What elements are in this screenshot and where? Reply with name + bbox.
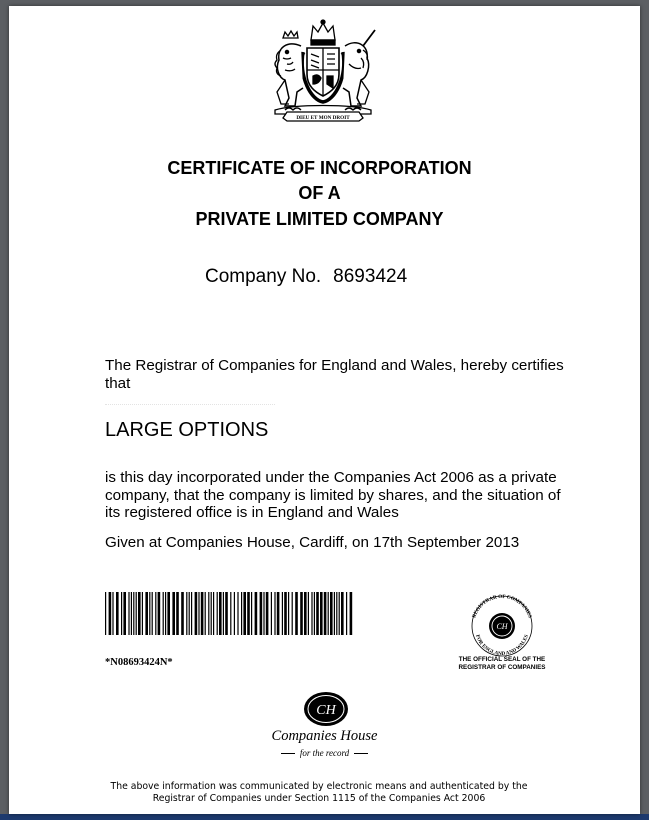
- barcode-bar: [211, 592, 212, 635]
- seal-caption: [449, 656, 555, 671]
- barcode-text: *N08693424N*: [105, 657, 173, 668]
- barcode-bar: [284, 592, 287, 635]
- tagline-rule-right: [354, 753, 368, 754]
- authentication-footer: [69, 781, 569, 805]
- barcode-bar: [339, 592, 340, 635]
- barcode-bar: [136, 592, 137, 635]
- barcode-bar: [311, 592, 312, 635]
- barcode-bar: [133, 592, 134, 635]
- barcode-bar: [277, 592, 280, 635]
- barcode-bar: [316, 592, 319, 635]
- seal-ring-text-bottom: FOR ENGLAND AND WALES: [474, 633, 530, 658]
- companies-house-monogram: CH: [316, 703, 336, 718]
- registrar-statement: The Registrar of Companies for England and Wales, hereby certifies that: [105, 357, 564, 392]
- barcode-bar: [271, 592, 272, 635]
- barcode-bar: [116, 592, 119, 635]
- barcode-bar: [213, 592, 214, 635]
- company-number-value: 8693424: [333, 266, 408, 287]
- companies-house-logo-icon: [303, 691, 349, 727]
- barcode-bar: [223, 592, 224, 635]
- barcode-bar: [288, 592, 289, 635]
- barcode-bar: [304, 592, 307, 635]
- barcode-bar: [142, 592, 143, 635]
- certificate-title-line2: OF A: [298, 183, 341, 203]
- barcode-bar: [138, 592, 141, 635]
- company-name: LARGE OPTIONS: [105, 419, 269, 441]
- barcode-bar: [149, 592, 150, 635]
- given-statement: Given at Companies House, Cardiff, on 17th September 2013: [105, 534, 520, 551]
- barcode-bar: [230, 592, 231, 635]
- barcode-bar: [247, 592, 250, 635]
- barcode-bar: [208, 592, 209, 635]
- barcode-bar: [205, 592, 206, 635]
- barcode-bar: [234, 592, 235, 635]
- barcode-bar: [314, 592, 315, 635]
- barcode-bar: [237, 592, 238, 635]
- barcode-bar: [260, 592, 263, 635]
- barcode-bar: [292, 592, 293, 635]
- footer-line1: The above information was communicated by electronic means and authenticated by the: [110, 781, 528, 792]
- barcode-bar: [217, 592, 218, 635]
- barcode-bar: [334, 592, 335, 635]
- barcode-bar: [328, 592, 329, 635]
- barcode-bar: [308, 592, 309, 635]
- barcode-bar: [320, 592, 323, 635]
- barcode-bar: [350, 592, 353, 635]
- barcode-bar: [176, 592, 179, 635]
- barcode-bar: [300, 592, 303, 635]
- barcode-bar: [282, 592, 283, 635]
- seal-ring-text-top: REGISTRAR OF COMPANIES: [471, 593, 533, 619]
- seal-monogram: CH: [496, 622, 508, 631]
- barcode-bar: [295, 592, 298, 635]
- barcode: [105, 592, 353, 635]
- royal-coat-of-arms-icon: [265, 18, 381, 122]
- incorporation-statement: is this day incorporated under the Companies Act 2006 as a private company, that the company is limited by shares, and the situation of its registered office is in England and Wales: [105, 469, 561, 521]
- barcode-bar: [105, 592, 106, 635]
- barcode-bar: [191, 592, 192, 635]
- companies-house-tagline: for the record: [299, 748, 350, 758]
- barcode-bar: [186, 592, 187, 635]
- company-number-row: [205, 266, 407, 288]
- footer-line2: Registrar of Companies under Section 1115 of the Companies Act 2006: [152, 793, 486, 804]
- barcode-bar: [201, 592, 204, 635]
- faint-divider: [105, 404, 275, 405]
- barcode-bar: [172, 592, 175, 635]
- registrar-seal-icon: [463, 590, 541, 658]
- barcode-bar: [163, 592, 164, 635]
- tagline-rule-left: [281, 753, 295, 754]
- barcode-bar: [263, 592, 264, 635]
- companies-house-tagline-row: [9, 748, 640, 758]
- certificate-title-line1: CERTIFICATE OF INCORPORATION: [167, 158, 472, 178]
- barcode-bar: [189, 592, 190, 635]
- barcode-bar: [346, 592, 347, 635]
- barcode-bar: [165, 592, 166, 635]
- barcode-bar: [266, 592, 269, 635]
- window-bottom-strip: [0, 814, 649, 820]
- barcode-bar: [274, 592, 275, 635]
- company-number-label: Company No.: [205, 266, 322, 287]
- barcode-bar: [330, 592, 333, 635]
- barcode-bar: [131, 592, 132, 635]
- barcode-bar: [241, 592, 242, 635]
- seal-caption-line1: THE OFFICIAL SEAL OF THE: [458, 656, 546, 663]
- barcode-bar: [155, 592, 156, 635]
- barcode-bar: [219, 592, 222, 635]
- barcode-bar: [128, 592, 129, 635]
- certificate-page: [9, 6, 640, 814]
- companies-house-name: Companies House: [271, 728, 378, 744]
- barcode-bar: [181, 592, 184, 635]
- barcode-bar: [158, 592, 161, 635]
- barcode-bar: [167, 592, 170, 635]
- barcode-bar: [195, 592, 198, 635]
- barcode-bar: [145, 592, 148, 635]
- seal-caption-line2: REGISTRAR OF COMPANIES: [458, 663, 546, 671]
- barcode-bar: [255, 592, 258, 635]
- barcode-bar: [198, 592, 199, 635]
- barcode-bar: [112, 592, 113, 635]
- barcode-bar: [225, 592, 228, 635]
- barcode-bar: [123, 592, 126, 635]
- barcode-bar: [152, 592, 153, 635]
- barcode-bar: [251, 592, 252, 635]
- barcode-bar: [109, 592, 112, 635]
- barcode-bar: [324, 592, 327, 635]
- certificate-title-line3: PRIVATE LIMITED COMPANY: [195, 209, 444, 229]
- barcode-bar: [341, 592, 344, 635]
- crest-motto: DIEU ET MON DROIT: [296, 115, 350, 121]
- barcode-bar: [336, 592, 337, 635]
- barcode-bar: [243, 592, 246, 635]
- barcode-bar: [121, 592, 122, 635]
